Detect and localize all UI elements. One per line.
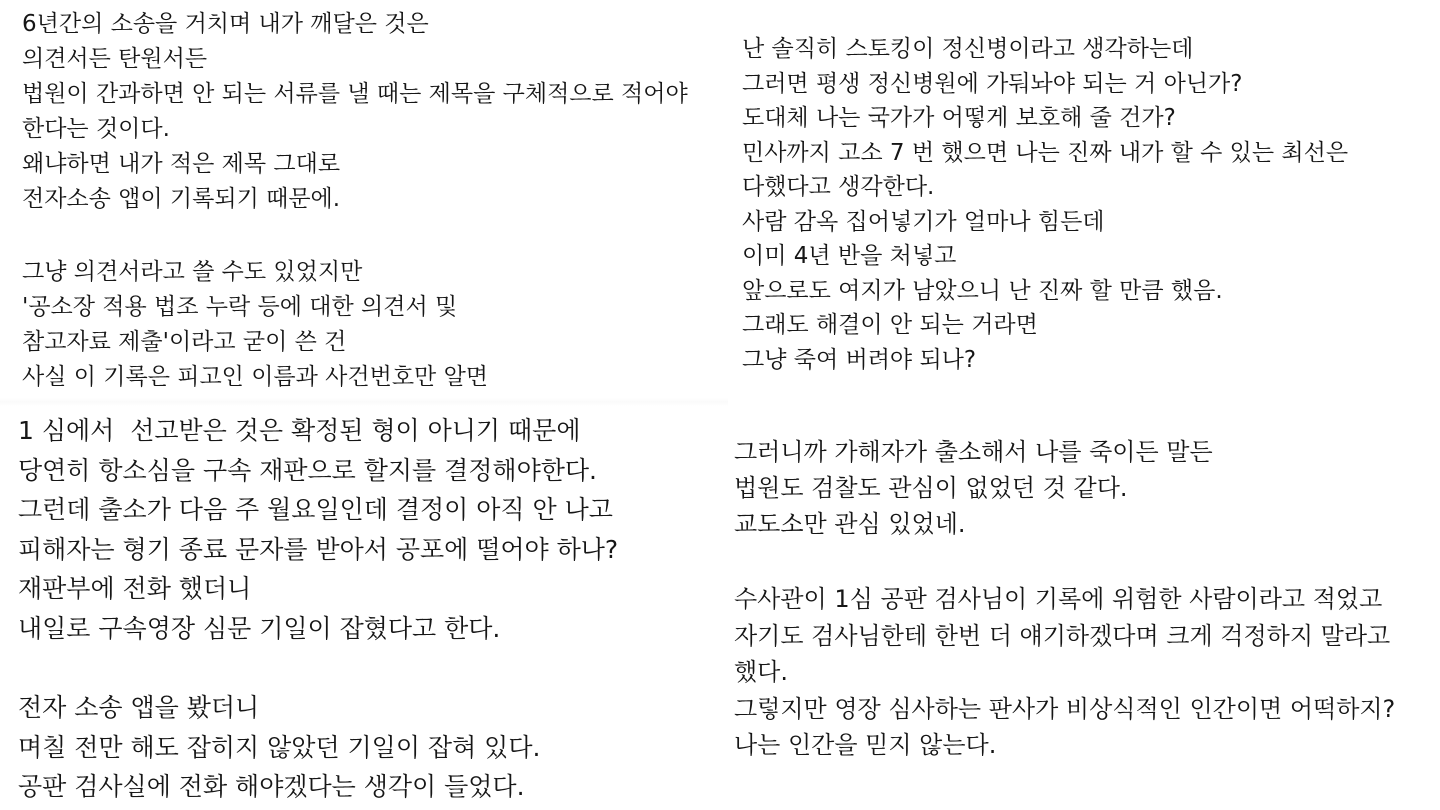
text-line: 며칠 전만 해도 잡히지 않았던 기일이 잡혀 있다. — [18, 732, 541, 762]
text-line: 그렇지만 영장 심사하는 판사가 비상식적인 인간이면 어떡하지? — [734, 694, 1396, 723]
text-line: 사람 감옥 집어넣기가 얼마나 힘든데 — [742, 208, 1105, 235]
right-top-paragraph — [742, 32, 1348, 377]
text-line: 전자소송 앱이 기록되기 때문에. — [22, 186, 341, 212]
text-line: 왜냐하면 내가 적은 제목 그대로 — [22, 151, 341, 177]
text-line: 피해자는 형기 종료 문자를 받아서 공포에 떨어야 하나? — [18, 534, 619, 564]
text-line: 그냥 의견서라고 쓸 수도 있었지만 — [22, 259, 363, 285]
text-line: 다했다고 생각한다. — [742, 174, 935, 200]
left-last-paragraph — [18, 688, 540, 807]
text-line: 교도소만 관심 있었네. — [734, 510, 966, 538]
left-bottom-paragraph — [18, 411, 618, 648]
screenshot-seam — [0, 398, 728, 406]
text-line: '공소장 적용 법조 누락 등에 대한 의견서 및 — [22, 294, 458, 320]
text-line: 6년간의 소송을 거치며 내가 깨달은 것은 — [22, 11, 429, 37]
text-line: 이미 4년 반을 처넣고 — [742, 243, 957, 269]
text-line: 재판부에 전화 했더니 — [18, 574, 252, 603]
right-bottom-paragraph — [734, 581, 1395, 764]
text-line: 의견서든 탄원서든 — [22, 46, 208, 72]
text-line: 자기도 검사님한테 한번 더 얘기하겠다며 크게 걱정하지 말라고 — [734, 621, 1391, 650]
text-line: 공판 검사실에 전화 해야겠다는 생각이 들었다. — [18, 772, 525, 801]
text-line: 참고자료 제출'이라고 굳이 쓴 건 — [22, 329, 347, 355]
text-line: 했다. — [734, 658, 788, 686]
text-line: 한다는 것이다. — [22, 116, 170, 142]
right-middle-paragraph — [734, 434, 1213, 542]
text-line: 당연히 항소심을 구속 재판으로 할지를 결정해야한다. — [18, 455, 597, 485]
text-line: 앞으로도 여지가 남았으니 난 진짜 할 만큼 했음. — [742, 277, 1223, 304]
left-top-paragraph — [22, 7, 688, 217]
text-line: 사실 이 기록은 피고인 이름과 사건번호만 알면 — [22, 364, 489, 390]
text-line: 전자 소송 앱을 봤더니 — [18, 693, 260, 722]
text-line: 도대체 나는 국가가 어떻게 보호해 줄 건가? — [742, 105, 1176, 131]
text-line: 그냥 죽여 버려야 되나? — [742, 346, 977, 373]
text-line: 법원이 간과하면 안 되는 서류를 낼 때는 제목을 구체적으로 적어야 — [22, 81, 688, 107]
text-line: 민사까지 고소 7 번 했으면 나는 진짜 내가 할 수 있는 최선은 — [742, 139, 1349, 166]
text-line: 수사관이 1심 공판 검사님이 기록에 위험한 사람이라고 적었고 — [734, 585, 1383, 613]
text-line: 그러니까 가해자가 출소해서 나를 죽이든 말든 — [734, 438, 1213, 466]
text-line: 1 심에서 선고받은 것은 확정된 형이 아니기 때문에 — [18, 416, 581, 445]
text-line: 내일로 구속영장 심문 기일이 잡혔다고 한다. — [18, 613, 501, 643]
text-line: 그러면 평생 정신병원에 가둬놔야 되는 거 아닌가? — [742, 70, 1243, 97]
text-line: 그런데 출소가 다음 주 월요일인데 결정이 아직 안 나고 — [18, 495, 613, 524]
text-line: 난 솔직히 스토킹이 정신병이라고 생각하는데 — [742, 36, 1194, 62]
text-line: 법원도 검찰도 관심이 없었던 것 같다. — [734, 474, 1128, 502]
text-line: 나는 인간을 믿지 않는다. — [734, 731, 997, 759]
text-line: 그래도 해결이 안 되는 거라면 — [742, 312, 1038, 338]
left-middle-paragraph — [22, 255, 488, 395]
